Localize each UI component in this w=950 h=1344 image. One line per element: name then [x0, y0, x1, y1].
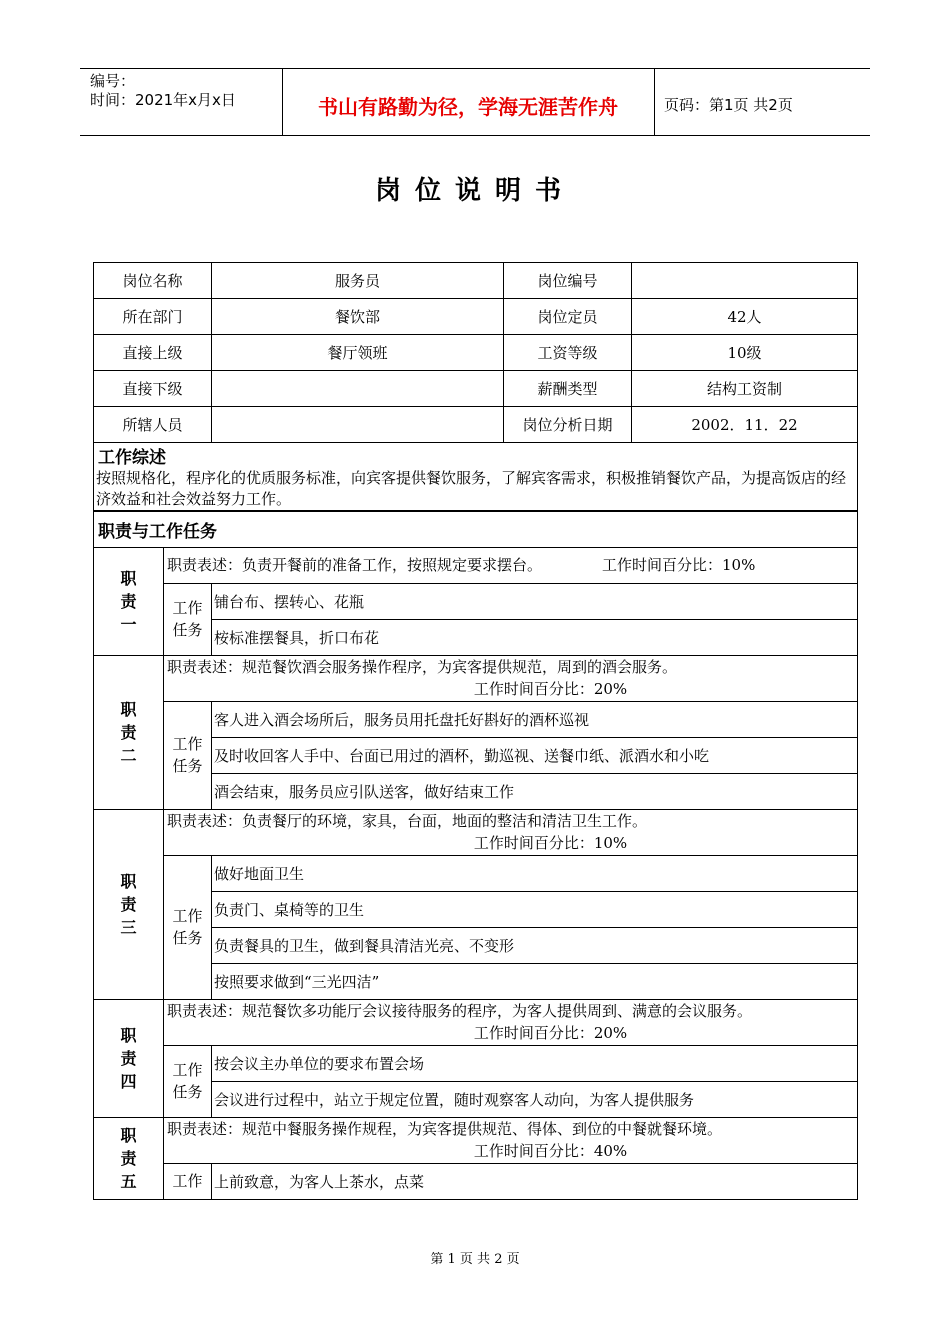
info-value [632, 263, 858, 299]
info-row [94, 299, 858, 335]
duty-label-char: 责 [120, 894, 137, 914]
duty-statement-cell [164, 999, 858, 1045]
task-label [164, 855, 212, 999]
duty-statement-cell [164, 809, 858, 855]
header-bottom-rule [80, 135, 870, 136]
duty-label-char: 职 [120, 871, 137, 891]
task-label-line: 任务 [172, 929, 203, 947]
duty-statement-row [94, 809, 858, 855]
duty-label [94, 809, 164, 999]
info-value: 服务员 [212, 263, 504, 299]
info-value: 餐厅领班 [212, 335, 504, 371]
duty-statement-row [94, 655, 858, 701]
duty-task: 按照要求做到“三光四洁” [212, 963, 858, 999]
page-footer: 第 1 页 共 2 页 [430, 1252, 520, 1267]
summary-heading-row [94, 443, 858, 469]
duty-label-char: 四 [120, 1071, 137, 1091]
duty-task: 客人进入酒会场所后，服务员用托盘托好斟好的酒杯巡视 [212, 701, 858, 737]
info-label: 岗位名称 [94, 263, 212, 299]
duties-heading-row [94, 511, 858, 547]
duty-label-char: 责 [120, 1048, 137, 1068]
duty-task: 负责门、桌椅等的卫生 [212, 891, 858, 927]
duty-task-row [94, 855, 858, 891]
info-label: 所在部门 [94, 299, 212, 335]
info-row [94, 263, 858, 299]
duty-task: 负责餐具的卫生，做到餐具清洁光亮、不变形 [212, 927, 858, 963]
header-time: 时间：2021年x月x日 [90, 91, 236, 109]
header-number: 编号： [90, 72, 136, 90]
info-value: 餐饮部 [212, 299, 504, 335]
info-value [212, 371, 504, 407]
info-label: 直接下级 [94, 371, 212, 407]
duty-label [94, 547, 164, 655]
info-row [94, 407, 858, 443]
header-page-info: 页码：第1页 共2页 [664, 96, 793, 114]
header-motto: 书山有路勤为径，学海无涯苦作舟 [318, 95, 618, 119]
task-label-line: 任务 [172, 1083, 203, 1101]
duty-label-char: 职 [120, 1025, 137, 1045]
info-value: 2002．11．22 [632, 407, 858, 443]
task-label-line: 工作 [172, 1061, 203, 1079]
duty-task: 做好地面卫生 [212, 855, 858, 891]
duty-label-char: 三 [120, 917, 137, 937]
duty-label-char: 责 [120, 1148, 137, 1168]
duty-task: 酒会结束，服务员应引队送客，做好结束工作 [212, 773, 858, 809]
task-label-line: 工作 [172, 599, 203, 617]
info-row [94, 335, 858, 371]
duty-statement: 职责表述：负责餐厅的环境，家具，台面，地面的整洁和清洁卫生工作。 [167, 812, 648, 830]
info-label: 所辖人员 [94, 407, 212, 443]
task-label: 工作 [164, 1163, 212, 1199]
header-divider [654, 68, 655, 136]
duty-statement-row [94, 547, 858, 583]
info-label: 岗位分析日期 [504, 407, 632, 443]
job-description-table [93, 262, 858, 1200]
page-title: 岗位说明书 [374, 176, 575, 206]
duty-time-percent: 工作时间百分比：10% [602, 556, 756, 574]
summary-text: 按照规格化，程序化的优质服务标准，向宾客提供餐饮服务，了解宾客需求，积极推销餐饮产品，为提高饭店的经济效益和社会效益努力工作。 [94, 468, 858, 511]
duty-statement-row [94, 1117, 858, 1163]
task-label [164, 1045, 212, 1117]
duty-task: 桉标准摆餐具，折口布花 [212, 619, 858, 655]
task-label-line: 工作 [172, 735, 203, 753]
info-label: 薪酬类型 [504, 371, 632, 407]
summary-heading: 工作综述 [94, 443, 858, 469]
info-label: 工资等级 [504, 335, 632, 371]
duty-label-char: 责 [120, 591, 137, 611]
info-value: 10级 [632, 335, 858, 371]
duty-task: 及时收回客人手中、台面已用过的酒杯，勤巡视、送餐巾纸、派酒水和小吃 [212, 737, 858, 773]
duty-statement-cell [164, 655, 858, 701]
duty-task: 会议进行过程中，站立于规定位置，随时观察客人动向，为客人提供服务 [212, 1081, 858, 1117]
duty-task-row [94, 701, 858, 737]
header-top-rule [80, 68, 870, 69]
duty-task: 按会议主办单位的要求布置会场 [212, 1045, 858, 1081]
duty-statement: 职责表述：负责开餐前的准备工作，按照规定要求摆台。 [167, 556, 543, 574]
duty-label-char: 职 [120, 699, 137, 719]
info-label: 岗位定员 [504, 299, 632, 335]
duty-time-percent: 工作时间百分比：20% [473, 680, 628, 698]
duty-label-char: 职 [120, 1125, 137, 1145]
duty-task-row [94, 583, 858, 619]
task-label-line: 工作 [172, 907, 203, 925]
duties-heading: 职责与工作任务 [94, 511, 858, 547]
duty-statement-cell [164, 1117, 858, 1163]
duty-label-char: 二 [120, 745, 137, 765]
task-label-line: 任务 [172, 757, 203, 775]
duty-label-char: 职 [120, 568, 137, 588]
duty-label-char: 责 [120, 722, 137, 742]
duty-label [94, 1117, 164, 1199]
duty-statement-row [94, 999, 858, 1045]
duty-label-char: 五 [120, 1171, 137, 1191]
duty-statement: 职责表述：规范餐饮酒会服务操作程序，为宾客提供规范，周到的酒会服务。 [167, 658, 678, 676]
info-value: 结构工资制 [632, 371, 858, 407]
summary-row [94, 468, 858, 511]
task-label-line: 任务 [172, 621, 203, 639]
info-label: 直接上级 [94, 335, 212, 371]
task-label [164, 701, 212, 809]
info-row [94, 371, 858, 407]
duty-task: 铺台布、摆转心、花瓶 [212, 583, 858, 619]
duty-statement-cell [164, 547, 858, 583]
duty-task-row [94, 1163, 858, 1199]
duty-statement: 职责表述：规范餐饮多功能厅会议接待服务的程序，为客人提供周到、满意的会议服务。 [167, 1002, 753, 1020]
duty-task-row [94, 1045, 858, 1081]
duty-statement: 职责表述：规范中餐服务操作规程，为宾客提供规范、得体、到位的中餐就餐环境。 [167, 1120, 723, 1138]
info-value [212, 407, 504, 443]
info-value: 42人 [632, 299, 858, 335]
duty-label [94, 999, 164, 1117]
duty-time-percent: 工作时间百分比：20% [473, 1024, 628, 1042]
info-label: 岗位编号 [504, 263, 632, 299]
duty-task: 上前致意，为客人上茶水，点菜 [212, 1163, 858, 1199]
task-label [164, 583, 212, 655]
duty-time-percent: 工作时间百分比：40% [473, 1142, 628, 1160]
duty-time-percent: 工作时间百分比：10% [473, 834, 628, 852]
duty-label [94, 655, 164, 809]
duty-label-char: 一 [120, 614, 137, 634]
